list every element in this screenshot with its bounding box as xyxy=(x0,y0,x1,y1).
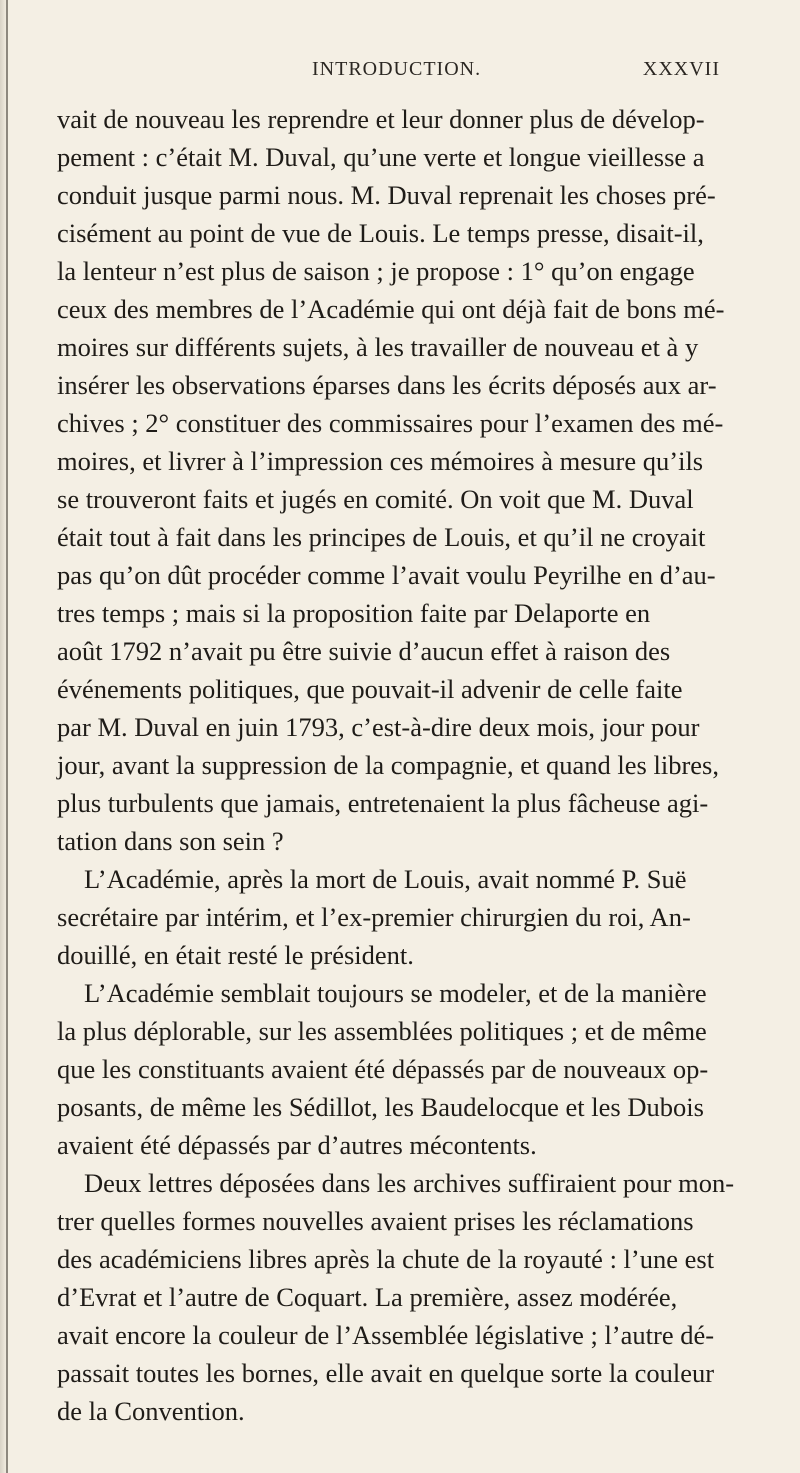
page-number: XXXVII xyxy=(642,58,720,80)
text-line: avaient été dépassés par d’autres mécontents. xyxy=(57,1130,537,1160)
text-line: L’Académie semblait toujours se modeler, et de la manière xyxy=(84,978,707,1008)
text-line: moires sur différents sujets, à les travailler de nouveau et à y xyxy=(57,332,699,362)
text-line: L’Académie, après la mort de Louis, avait nommé P. Suë xyxy=(84,864,687,894)
text-line: ceux des membres de l’Académie qui ont déjà fait de bons mé- xyxy=(57,294,725,324)
text-line: insérer les observations éparses dans les écrits déposés aux ar- xyxy=(57,370,717,400)
text-line: passait toutes les bornes, elle avait en quelque sorte la couleur xyxy=(57,1358,715,1388)
text-line: pement : c’était M. Duval, qu’une verte et longue vieillesse a xyxy=(57,142,705,172)
text-line: avait encore la couleur de l’Assemblée législative ; l’autre dé- xyxy=(57,1320,715,1350)
text-line: tres temps ; mais si la proposition faite par Delaporte en xyxy=(57,598,651,628)
text-line: événements politiques, que pouvait-il advenir de celle faite xyxy=(57,674,683,704)
text-line: la plus déplorable, sur les assemblées politiques ; et de même xyxy=(57,1016,707,1046)
text-line: de la Convention. xyxy=(57,1396,245,1426)
text-line: par M. Duval en juin 1793, c’est-à-dire deux mois, jour pour xyxy=(57,712,700,742)
text-line: posants, de même les Sédillot, les Baudelocque et les Dubois xyxy=(57,1092,704,1122)
text-line: août 1792 n’avait pu être suivie d’aucun effet à raison des xyxy=(57,636,671,666)
text-line: trer quelles formes nouvelles avaient prises les réclamations xyxy=(57,1206,694,1236)
text-line: plus turbulents que jamais, entretenaient la plus fâcheuse agi- xyxy=(57,788,709,818)
text-line: chives ; 2° constituer des commissaires pour l’examen des mé- xyxy=(57,408,724,438)
text-line: douillé, en était resté le président. xyxy=(57,940,414,970)
text-line: conduit jusque parmi nous. M. Duval reprenait les choses pré- xyxy=(57,180,716,210)
text-line: la lenteur n’est plus de saison ; je propose : 1° qu’on engage xyxy=(57,256,695,286)
text-line: était tout à fait dans les principes de Louis, et qu’il ne croyait xyxy=(57,522,706,552)
text-line: moires, et livrer à l’impression ces mémoires à mesure qu’ils xyxy=(57,446,704,476)
text-line: cisément au point de vue de Louis. Le temps presse, disait-il, xyxy=(57,218,704,248)
text-line: que les constituants avaient été dépassés par de nouveaux op- xyxy=(57,1054,709,1084)
text-line: se trouveront faits et jugés en comité. On voit que M. Duval xyxy=(57,484,694,514)
running-head xyxy=(312,58,720,88)
text-line: secrétaire par intérim, et l’ex-premier chirurgien du roi, An- xyxy=(57,902,691,932)
text-line: pas qu’on dût procéder comme l’avait voulu Peyrilhe en d’au- xyxy=(57,560,716,590)
text-line: des académiciens libres après la chute de la royauté : l’une est xyxy=(57,1244,715,1274)
running-title: INTRODUCTION. xyxy=(312,58,482,80)
text-line: d’Evrat et l’autre de Coquart. La première, assez modérée, xyxy=(57,1282,678,1312)
text-line: vait de nouveau les reprendre et leur donner plus de dévelop- xyxy=(57,104,705,134)
text-line: tation dans son sein ? xyxy=(57,826,284,856)
text-line: jour, avant la suppression de la compagnie, et quand les libres, xyxy=(57,750,719,780)
page-edge xyxy=(6,0,8,1473)
text-line: Deux lettres déposées dans les archives suffiraient pour mon- xyxy=(84,1168,735,1198)
